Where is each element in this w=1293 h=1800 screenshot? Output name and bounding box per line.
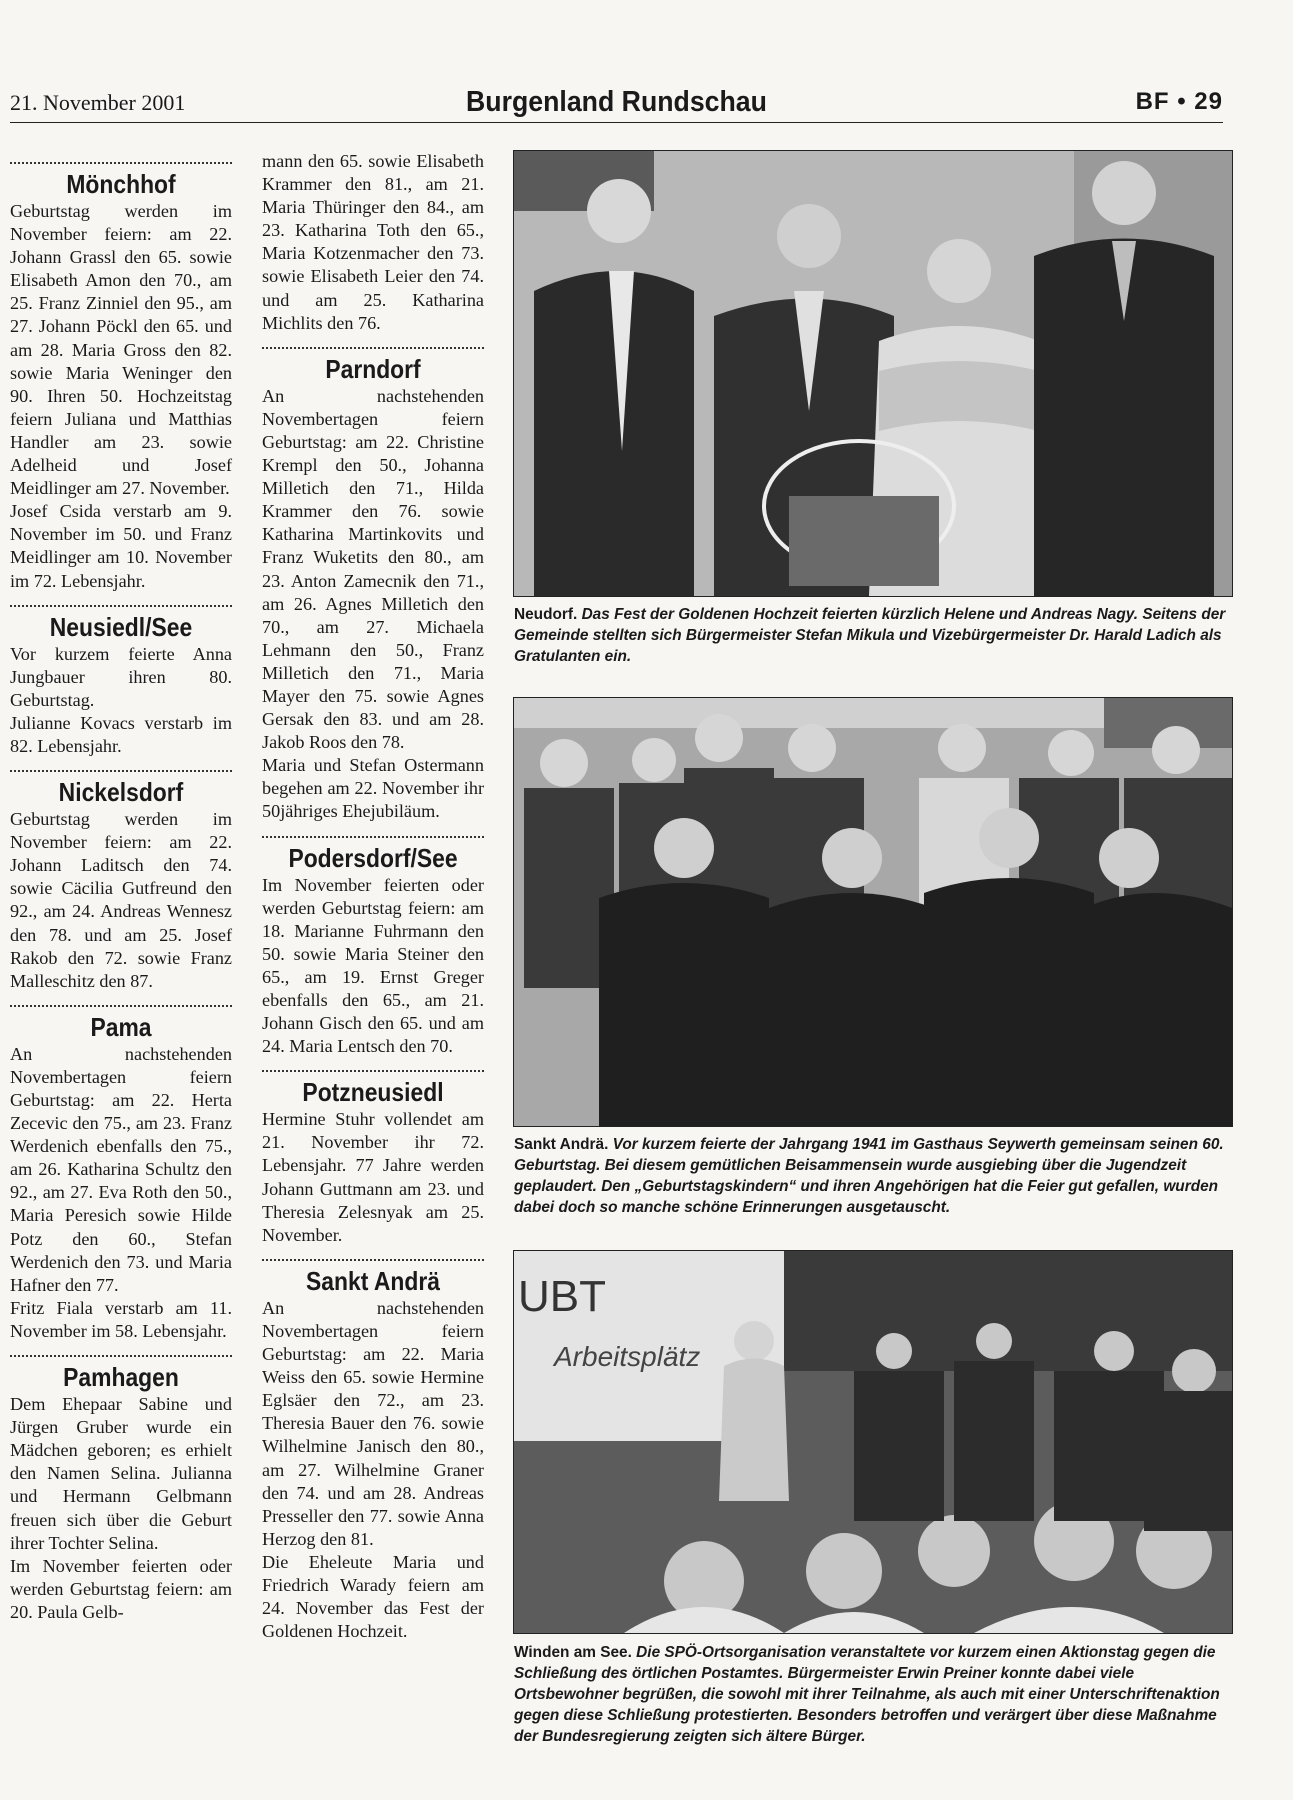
article-text: Geburtstag werden im November feiern: am 22. Johann Laditsch den 74. sowie Cäcilia Gutfreund den 92., am 24. Andreas Wennesz den 78. und am 25. Josef Rakob den 72. sowie Franz Malleschitz den 87. (10, 809, 232, 991)
caption-location: Neudorf. (514, 606, 578, 623)
section-title-parndorf: Parndorf (325, 353, 421, 384)
section-title-pama: Pama (90, 1011, 152, 1042)
page-header (10, 86, 1223, 123)
photo-sankt-andrae-image (514, 698, 1232, 1126)
section-title-pamhagen: Pamhagen (63, 1362, 179, 1393)
caption-text: Das Fest der Goldenen Hochzeit feierten kürzlich Helene und Andreas Nagy. Seitens der Gemeinde stellten sich Bürgermeister Stefan Mikula und Vizebürgermeister Dr. Harald Ladich als Gratulanten ein. (514, 606, 1226, 665)
section-title-podersdorf: Podersdorf/See (288, 842, 458, 873)
article-text: An nachstehenden Novembertagen feiern Geburtstag: am 22. Herta Zecevic den 75., am 23. Franz Werdenich ebenfalls den 75., am 26. Katharina Schultz den 92., am 27. Eva Roth den 50., Maria Peresich sowie Hilde Potz den 60., Stefan Werdenich den 73. und Maria Hafner den 77. (10, 1043, 232, 1295)
dotted-divider (10, 760, 232, 772)
section-title-nickelsdorf: Nickelsdorf (58, 777, 184, 808)
article-text: Josef Csida verstarb am 9. November im 50. und Franz Meidlinger am 10. November im 72. Lebensjahr. (10, 501, 232, 591)
article-text: Im November feierten oder werden Geburtstag feiern: am 18. Marianne Fuhrmann den 50. sowie Maria Steiner den 65., am 19. Ernst Greger ebenfalls den 65., am 21. Johann Gisch den 65. und am 24. Maria Lentsch den 70. (262, 874, 484, 1057)
issue-date: 21. November 2001 (10, 90, 186, 115)
section-title-sankt-andrae: Sankt Andrä (306, 1265, 440, 1296)
dotted-divider (262, 337, 484, 349)
caption-text: Vor kurzem feierte der Jahrgang 1941 im Gasthaus Seywerth gemeinsam seinen 60. Geburtstag. Bei diesem gemütlichen Beisammensein wurde ausgiebing über die Jugendzeit geplaudert. Den „Geburtstagskindern“ und ihren Angehörigen hat die Feier gut gefallen, wurden dabei doch so manche schöne Erinnerungen ausgetauscht. (514, 1136, 1224, 1216)
photo-neudorf-image (514, 151, 1232, 596)
column-1 (10, 150, 232, 1624)
article-text: An nachstehenden Novembertagen feiern Geburtstag: am 22. Maria Weiss den 65. sowie Hermine Eglsäer den 72., am 23. Theresia Bauer den 76. sowie Wilhelmine Janisch den 80., am 27. Wilhelmine Graner den 74. und am 28. Andreas Presseller den 77. sowie Anna Herzog den 81. (262, 1297, 484, 1549)
article-text: An nachstehenden Novembertagen feiern Geburtstag: am 22. Christine Krempl den 50., Johanna Milletich den 71., Hilda Krammer den 76. sowie Katharina Martinkovits und Franz Wuketits den 80., am 23. Anton Zamecnik den 71., am 26. Agnes Milletich den 70., am 27. Michaela Lehmann den 50., Franz Milletich den 71., Maria Mayer den 75. sowie Agnes Gersak den 83. und am 28. Jakob Roos den 78. (262, 385, 484, 753)
dotted-divider (10, 595, 232, 607)
dotted-divider (262, 1060, 484, 1072)
photo-neudorf (513, 150, 1233, 597)
caption-text: Die SPÖ-Ortsorganisation veranstaltete vor kurzem einen Aktionstag gegen die Schließung des örtlichen Postamtes. Bürgermeister Erwin Preiner konnte dabei viele Ortsbewohner begrüßen, die sowohl mit ihrer Teilnahme, als auch mit einer Unterschriftenaktion gegen diese Schließung protestierten. Besonders betroffen und verärgert über diese Maßnahme der Bundesregierung zeigten sich ältere Bürger. (514, 1644, 1220, 1745)
article-text: Vor kurzem feierte Anna Jungbauer ihren 80. Geburtstag. (10, 643, 232, 710)
article-text: Im November feierten oder werden Geburtstag feiern: am 20. Paula Gelb- (10, 1555, 232, 1622)
article-text: Fritz Fiala verstarb am 11. November im 58. Lebensjahr. (10, 1297, 232, 1341)
banner-text: Arbeitsplätz (554, 1341, 701, 1372)
article-text: Die Eheleute Maria und Friedrich Warady feiern am 24. November das Fest der Goldenen Hochzeit. (262, 1551, 484, 1642)
caption-location: Sankt Andrä. (514, 1136, 609, 1153)
article-text: Hermine Stuhr vollendet am 21. November ihr 72. Lebensjahr. 77 Jahre werden Johann Guttmann am 23. und Theresia Zelesnyak am 25. November. (262, 1109, 484, 1245)
dotted-divider (262, 1249, 484, 1261)
article-text: mann den 65. sowie Elisabeth Krammer den 81., am 21. Maria Thüringer den 84., am 23. Katharina Toth den 65., Maria Kotzenmacher den 73. sowie Elisabeth Leier den 74. und am 25. Katharina Michlits den 76. (262, 151, 484, 333)
newspaper-title: Burgenland Rundschau (466, 86, 767, 118)
dotted-divider (10, 995, 232, 1007)
caption-location: Winden am See. (514, 1644, 632, 1661)
article-text: Geburtstag werden im November feiern: am 22. Johann Grassl den 65. sowie Elisabeth Amon den 70., am 25. Franz Zinniel den 95., am 27. Johann Pöckl den 65. und am 28. Maria Gross den 82. sowie Maria Weninger den 90. Ihren 50. Hochzeitstag feiern Juliana und Matthias Handler am 23. sowie Adelheid und Josef Meidlinger am 27. November. (10, 201, 232, 499)
article-text: Julianne Kovacs verstarb im 82. Lebensjahr. (10, 712, 232, 756)
section-title-potzneusiedl: Potzneusiedl (302, 1077, 444, 1108)
caption-winden-am-see (514, 1642, 1234, 1747)
photo-sankt-andrae (513, 697, 1233, 1127)
dotted-divider (10, 1345, 232, 1357)
photo-winden-image (514, 1251, 1232, 1633)
banner-text: UBT (518, 1272, 606, 1321)
caption-neudorf (514, 604, 1234, 667)
column-2 (262, 150, 484, 1643)
page-number: BF • 29 (1135, 88, 1223, 115)
article-text: Dem Ehepaar Sabine und Jürgen Gruber wurde ein Mädchen geboren; es erhielt den Namen Selina. Julianna und Hermann Gelbmann freuen sich über die Geburt ihrer Tochter Selina. (10, 1394, 232, 1553)
caption-sankt-andrae (514, 1134, 1234, 1218)
article-text: Maria und Stefan Ostermann begehen am 22. November ihr 50jähriges Ehejubiläum. (262, 755, 484, 822)
photo-winden-am-see (513, 1250, 1233, 1634)
section-title-moenchhof: Mönchhof (66, 169, 176, 199)
section-title-neusiedl: Neusiedl/See (49, 611, 193, 642)
dotted-divider (10, 152, 232, 164)
dotted-divider (262, 826, 484, 838)
